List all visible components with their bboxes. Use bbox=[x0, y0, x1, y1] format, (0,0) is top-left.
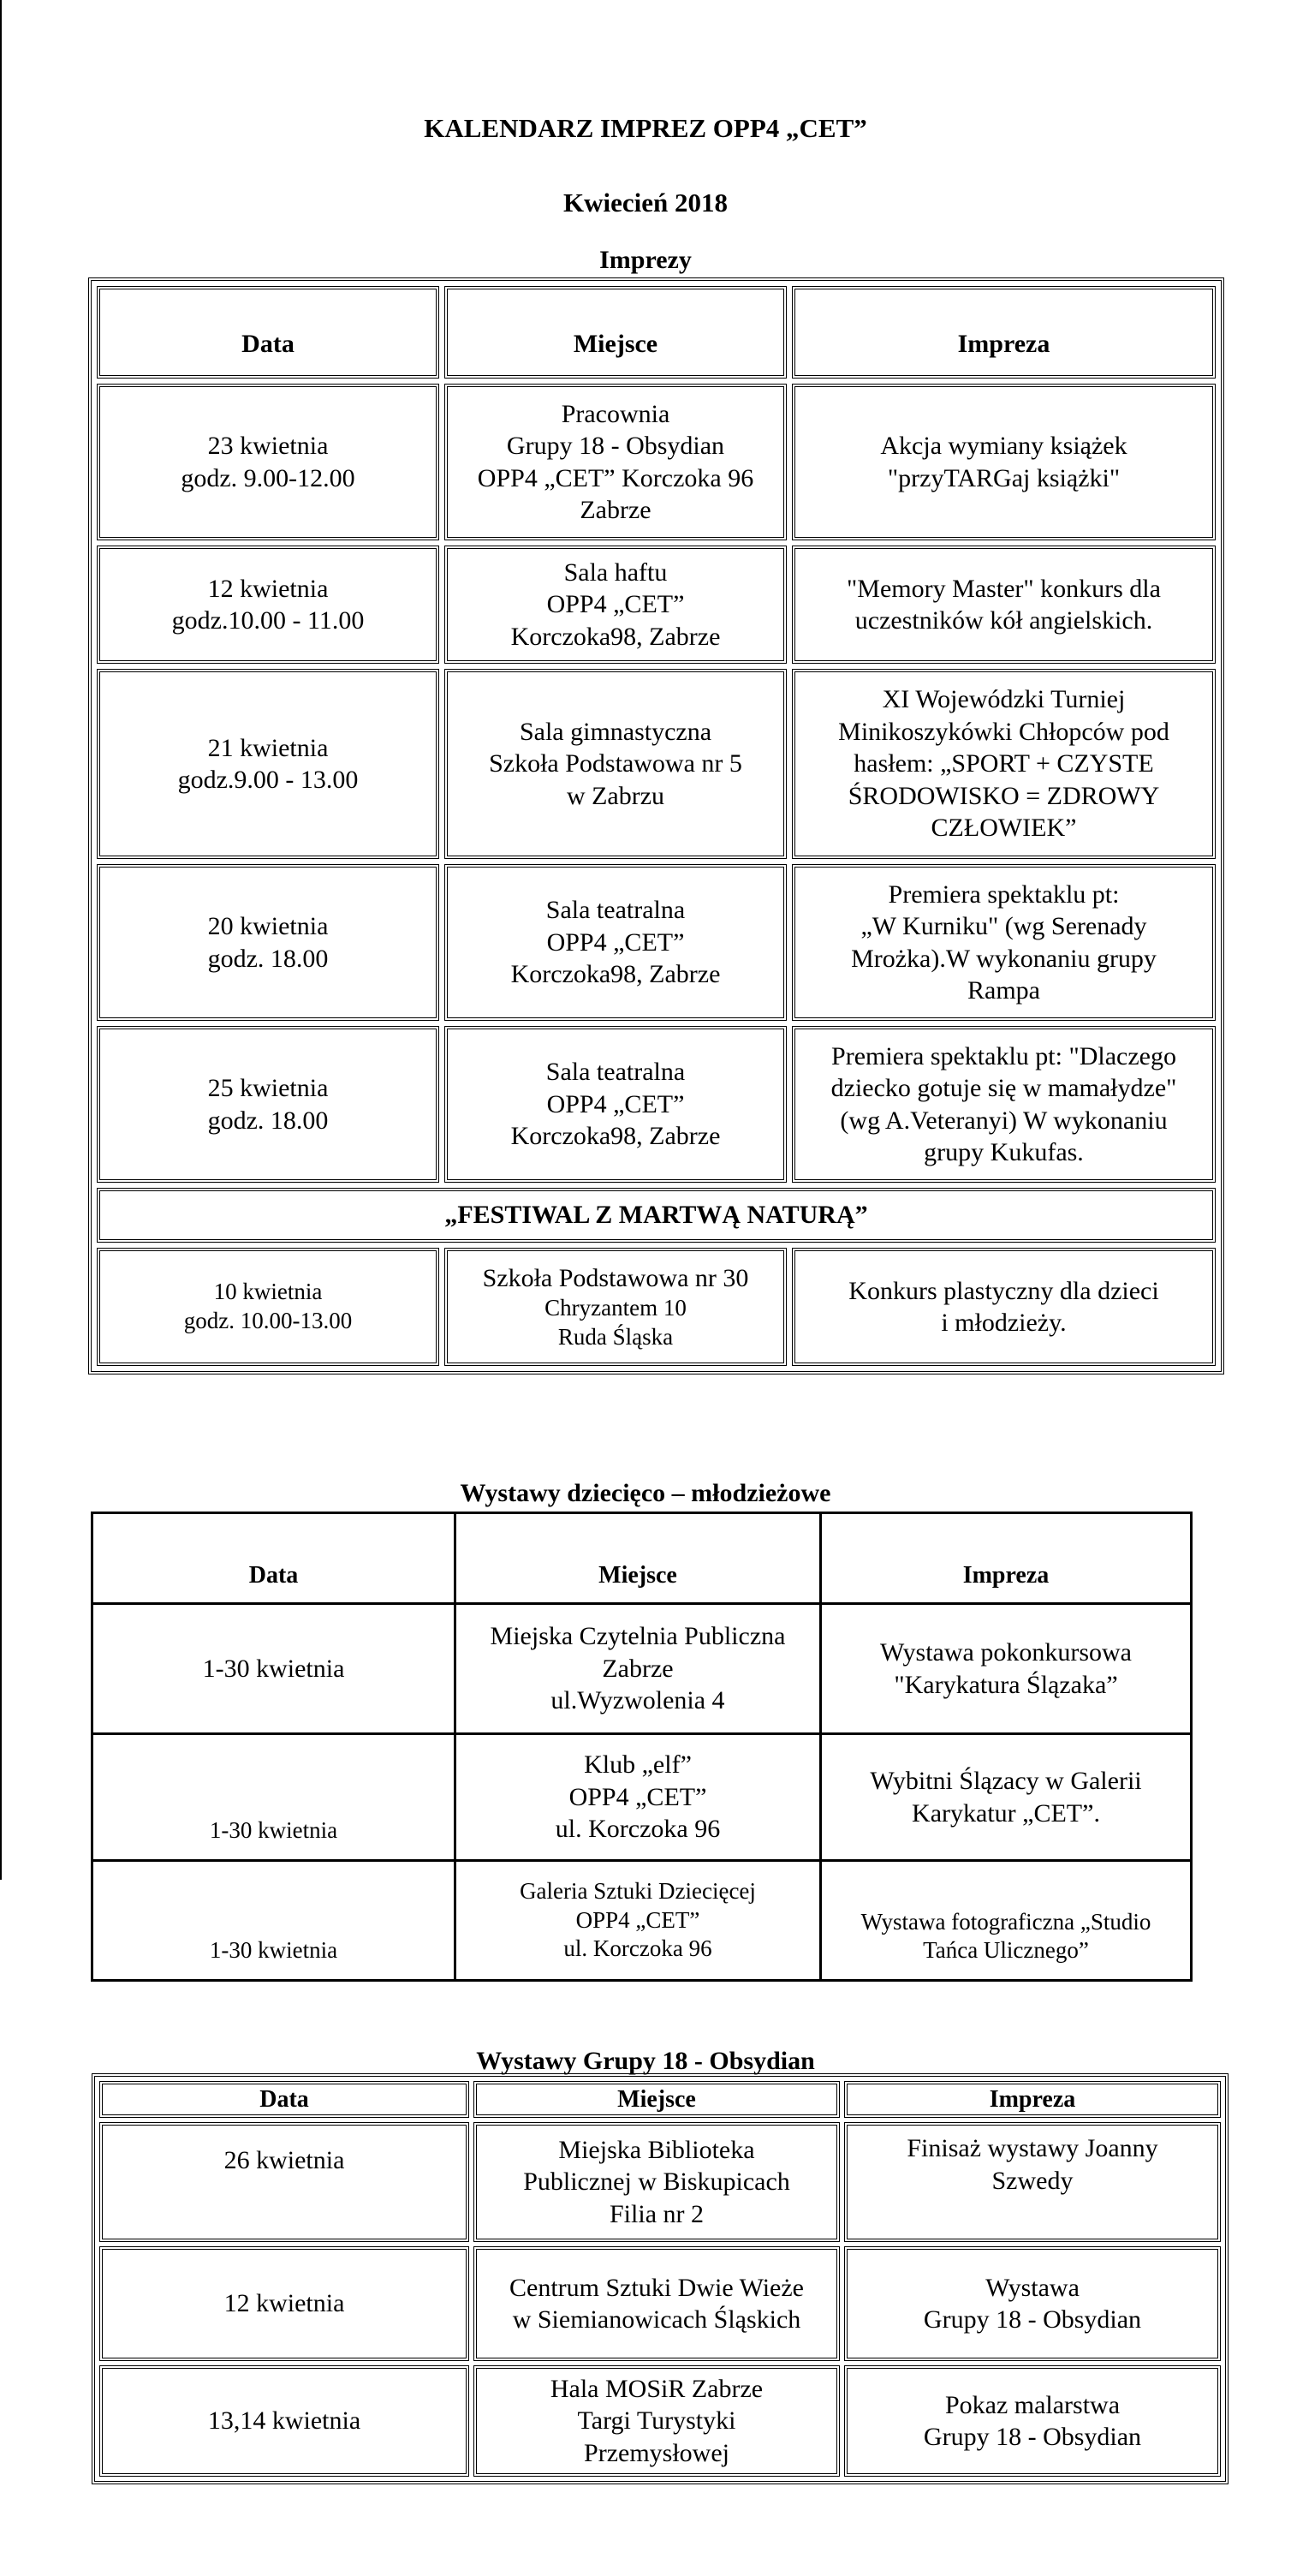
event-line: Minikoszykówki Chłopców pod bbox=[838, 717, 1169, 746]
time-line: godz.10.00 - 11.00 bbox=[171, 606, 365, 635]
event-line: Premiera spektaklu pt: "Dlaczego bbox=[831, 1041, 1176, 1070]
place-line: Centrum Sztuki Dwie Wieże bbox=[509, 2273, 804, 2302]
place-line: Pracownia bbox=[561, 399, 670, 428]
place-line: Sala haftu bbox=[563, 558, 668, 587]
date-cell bbox=[92, 1734, 455, 1861]
place-cell bbox=[455, 1734, 821, 1861]
place-line: OPP4 „CET” bbox=[546, 590, 685, 619]
event-line: XI Wojewódzki Turniej bbox=[882, 685, 1126, 714]
event-cell bbox=[844, 2122, 1221, 2242]
event-cell bbox=[844, 2246, 1221, 2361]
event-line: Grupy 18 - Obsydian bbox=[923, 2423, 1142, 2451]
place-line: Zabrze bbox=[580, 496, 651, 524]
time-line: godz. 18.00 bbox=[207, 944, 329, 973]
date-line: 1-30 kwietnia bbox=[202, 1654, 345, 1683]
date-line: 23 kwietnia bbox=[207, 432, 329, 460]
event-cell bbox=[792, 384, 1216, 540]
place-line: OPP4 „CET” Korczoka 96 bbox=[477, 463, 754, 492]
place-line: w Siemianowicach Śląskich bbox=[512, 2305, 801, 2334]
table-row bbox=[92, 1734, 1192, 1861]
events-table bbox=[88, 277, 1224, 1374]
column-header-place: Miejsce bbox=[455, 1513, 821, 1604]
place-line: Chryzantem 10 bbox=[544, 1295, 687, 1321]
event-line: Konkurs plastyczny dla dzieci bbox=[848, 1276, 1159, 1305]
place-line: Zabrze bbox=[602, 1654, 674, 1683]
date-line: 10 kwietnia bbox=[213, 1279, 323, 1305]
date-line: 25 kwietnia bbox=[207, 1074, 329, 1102]
place-cell bbox=[455, 1861, 821, 1981]
place-line: Sala teatralna bbox=[545, 896, 686, 925]
place-line: OPP4 „CET” bbox=[546, 927, 685, 957]
place-line: Szkoła Podstawowa nr 5 bbox=[489, 749, 742, 778]
table-row bbox=[97, 1026, 1216, 1183]
table-header-row bbox=[92, 1513, 1192, 1604]
place-line: Korczoka98, Zabrze bbox=[510, 622, 721, 651]
date-cell bbox=[97, 864, 439, 1021]
date-line: 1-30 kwietnia bbox=[209, 1817, 338, 1844]
event-cell bbox=[821, 1604, 1192, 1734]
table-row bbox=[92, 1861, 1192, 1981]
event-line: CZŁOWIEK” bbox=[931, 814, 1077, 843]
festival-title: „FESTIWAL Z MARTWĄ NATURĄ” bbox=[97, 1188, 1216, 1243]
event-line: Wystawa fotograficzna „Studio bbox=[860, 1908, 1151, 1935]
place-line: Galeria Sztuki Dziecięcej bbox=[520, 1877, 756, 1904]
place-line: Grupy 18 - Obsydian bbox=[506, 432, 725, 460]
date-line: 12 kwietnia bbox=[207, 574, 329, 603]
table-row bbox=[97, 546, 1216, 664]
date-cell bbox=[97, 1248, 439, 1366]
date-line: 13,14 kwietnia bbox=[207, 2406, 361, 2436]
section-group18-heading: Wystawy Grupy 18 - Obsydian bbox=[476, 2047, 815, 2075]
event-line: Finisaż wystawy Joanny bbox=[907, 2134, 1158, 2162]
event-line: grupy Kukufas. bbox=[924, 1138, 1084, 1166]
festival-row bbox=[97, 1188, 1216, 1243]
table-row bbox=[99, 2365, 1221, 2477]
place-cell bbox=[455, 1604, 821, 1734]
event-line: Tańca Ulicznego” bbox=[923, 1937, 1089, 1964]
place-line: Ruda Śląska bbox=[557, 1323, 674, 1350]
group18-exhibitions-table bbox=[92, 2073, 1229, 2484]
place-cell bbox=[473, 2122, 840, 2242]
place-line: OPP4 „CET” bbox=[546, 1089, 685, 1118]
youth-exhibitions-table bbox=[91, 1512, 1193, 1982]
table-row bbox=[97, 384, 1216, 540]
event-line: Szwedy bbox=[991, 2166, 1074, 2195]
event-line: Grupy 18 - Obsydian bbox=[923, 2305, 1142, 2334]
place-line: ul.Wyzwolenia 4 bbox=[550, 1686, 725, 1715]
event-line: Karykatur „CET”. bbox=[912, 1798, 1100, 1828]
place-line: Przemysłowej bbox=[584, 2438, 729, 2467]
place-line: Sala gimnastyczna bbox=[519, 717, 712, 746]
date-cell bbox=[99, 2365, 469, 2477]
place-cell bbox=[444, 1248, 787, 1366]
event-line: Rampa bbox=[967, 976, 1040, 1005]
event-line: i młodzieży. bbox=[941, 1309, 1067, 1337]
event-cell bbox=[792, 864, 1216, 1021]
event-line: ŚRODOWISKO = ZDROWY bbox=[848, 781, 1160, 810]
event-line: Akcja wymiany książek bbox=[880, 432, 1127, 460]
date-cell bbox=[99, 2246, 469, 2361]
column-header-date: Data bbox=[97, 286, 439, 379]
column-header-place: Miejsce bbox=[473, 2081, 840, 2118]
event-cell bbox=[844, 2365, 1221, 2477]
column-header-place: Miejsce bbox=[444, 286, 787, 379]
place-cell bbox=[473, 2365, 840, 2477]
month-heading: Kwiecień 2018 bbox=[563, 188, 728, 218]
time-line: godz. 18.00 bbox=[207, 1106, 329, 1135]
section-youth-exhibitions-heading: Wystawy dziecięco – młodzieżowe bbox=[460, 1479, 831, 1507]
table-row bbox=[99, 2122, 1221, 2242]
place-line: Miejska Biblioteka bbox=[558, 2135, 755, 2164]
place-line: w Zabrzu bbox=[566, 781, 665, 810]
place-line: Filia nr 2 bbox=[610, 2199, 704, 2228]
place-line: OPP4 „CET” bbox=[568, 1782, 707, 1811]
event-line: uczestników kół angielskich. bbox=[854, 606, 1153, 635]
event-cell bbox=[821, 1734, 1192, 1861]
date-cell bbox=[99, 2122, 469, 2242]
date-line: 20 kwietnia bbox=[207, 912, 329, 940]
event-line: dziecko gotuje się w mamałydze" bbox=[830, 1074, 1177, 1102]
table-row bbox=[92, 1604, 1192, 1734]
date-cell bbox=[92, 1604, 455, 1734]
event-line: Premiera spektaklu pt: bbox=[888, 880, 1120, 909]
event-cell bbox=[821, 1861, 1192, 1981]
place-line: Klub „elf” bbox=[584, 1750, 692, 1780]
table-header-row bbox=[99, 2081, 1221, 2118]
place-cell bbox=[444, 546, 787, 664]
table-row bbox=[97, 1248, 1216, 1366]
event-line: (wg A.Veteranyi) W wykonaniu bbox=[840, 1106, 1168, 1135]
place-line: Targi Turystyki bbox=[577, 2406, 736, 2436]
date-line: 1-30 kwietnia bbox=[209, 1937, 338, 1964]
place-cell bbox=[444, 1026, 787, 1183]
place-line: Sala teatralna bbox=[545, 1058, 686, 1087]
table-row bbox=[99, 2246, 1221, 2361]
date-line: 21 kwietnia bbox=[207, 733, 329, 762]
column-header-date: Data bbox=[92, 1513, 455, 1604]
date-cell bbox=[97, 669, 439, 859]
column-header-event: Impreza bbox=[792, 286, 1216, 379]
page-edge-rule bbox=[0, 0, 2, 1880]
column-header-event: Impreza bbox=[844, 2081, 1221, 2118]
event-cell bbox=[792, 1248, 1216, 1366]
event-line: "Karykatura Ślązaka” bbox=[894, 1670, 1118, 1699]
table-header-row bbox=[97, 286, 1216, 379]
time-line: godz.9.00 - 13.00 bbox=[177, 766, 359, 794]
event-line: "Memory Master" konkurs dla bbox=[847, 574, 1161, 603]
column-header-date: Data bbox=[99, 2081, 469, 2118]
event-line: „W Kurniku" (wg Serenady bbox=[860, 912, 1147, 940]
event-line: "przyTARGaj książki" bbox=[887, 463, 1121, 492]
table-row bbox=[97, 669, 1216, 859]
event-line: Wystawa bbox=[985, 2273, 1080, 2302]
place-cell bbox=[473, 2246, 840, 2361]
date-line: 26 kwietnia bbox=[223, 2146, 345, 2174]
event-line: Pokaz malarstwa bbox=[944, 2390, 1121, 2419]
place-cell bbox=[444, 864, 787, 1021]
place-cell bbox=[444, 669, 787, 859]
place-line: ul. Korczoka 96 bbox=[563, 1935, 712, 1962]
event-line: hasłem: „SPORT + CZYSTE bbox=[854, 749, 1154, 778]
table-row bbox=[97, 864, 1216, 1021]
event-line: Mrożka).W wykonaniu grupy bbox=[851, 944, 1157, 973]
place-line: Korczoka98, Zabrze bbox=[510, 960, 721, 989]
place-line: OPP4 „CET” bbox=[575, 1906, 700, 1933]
event-line: Wybitni Ślązacy w Galerii bbox=[870, 1767, 1142, 1795]
place-cell bbox=[444, 384, 787, 540]
place-line: Korczoka98, Zabrze bbox=[510, 1122, 721, 1151]
date-cell bbox=[97, 384, 439, 540]
section-events-heading: Imprezy bbox=[599, 246, 692, 274]
place-line: Hala MOSiR Zabrze bbox=[550, 2374, 764, 2403]
event-cell bbox=[792, 546, 1216, 664]
place-line: Publicznej w Biskupicach bbox=[523, 2168, 790, 2197]
event-cell bbox=[792, 1026, 1216, 1183]
page-title: KALENDARZ IMPREZ OPP4 „CET” bbox=[424, 113, 867, 143]
place-line: ul. Korczoka 96 bbox=[555, 1815, 721, 1844]
column-header-event: Impreza bbox=[821, 1513, 1192, 1604]
date-cell bbox=[97, 546, 439, 664]
place-line: Miejska Czytelnia Publiczna bbox=[490, 1622, 786, 1651]
date-line: 12 kwietnia bbox=[223, 2289, 345, 2318]
event-cell bbox=[792, 669, 1216, 859]
date-cell bbox=[92, 1861, 455, 1981]
time-line: godz. 10.00-13.00 bbox=[183, 1308, 353, 1333]
time-line: godz. 9.00-12.00 bbox=[181, 463, 355, 492]
event-line: Wystawa pokonkursowa bbox=[880, 1638, 1132, 1667]
date-cell bbox=[97, 1026, 439, 1183]
place-line: Szkoła Podstawowa nr 30 bbox=[482, 1263, 749, 1292]
